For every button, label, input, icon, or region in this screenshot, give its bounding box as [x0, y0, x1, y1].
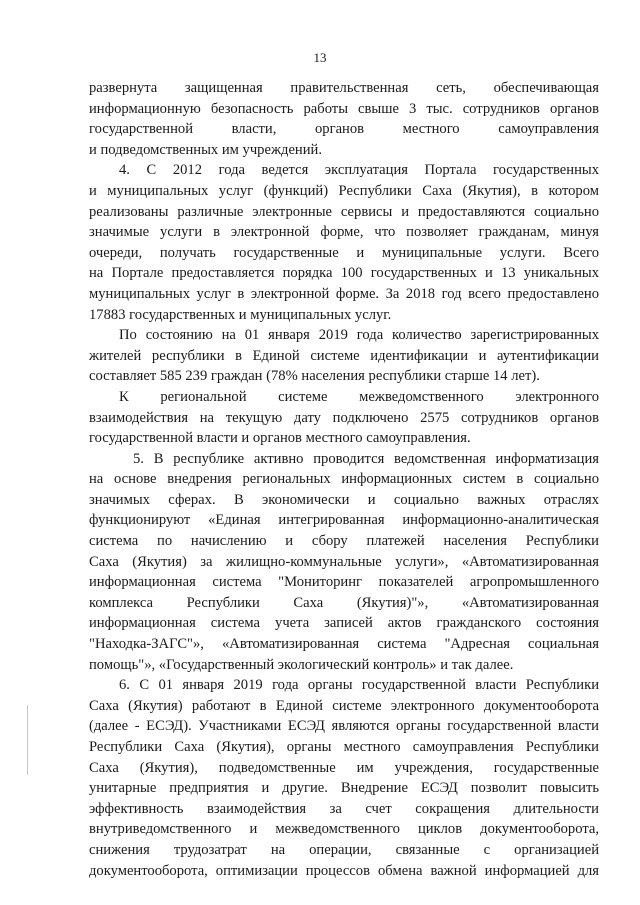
text-line: государственной власти и органов местного самоуправления.: [89, 430, 471, 447]
text-line: 6. С 01 января 2019 года органы государственной власти Республики: [119, 677, 599, 694]
text-line: значимые услуги в электронной форме, что позволяет гражданам, минуя: [89, 224, 599, 241]
text-line: снижения трудозатрат на операции, связанные с организацией: [89, 841, 599, 858]
text-line: 4. С 2012 года ведется эксплуатация Портала государственных: [119, 162, 599, 179]
text-line: эффективность взаимодействия за счет сокращения длительности: [89, 800, 599, 817]
text-line: Саха (Якутия) работают в Единой системе электронного документооборота: [89, 697, 599, 714]
text-line: реализованы различные электронные сервисы и предоставляются социально: [89, 203, 599, 220]
paragraph-p-item-4: [89, 160, 599, 325]
text-line: функционируют «Единая интегрированная информационно-аналитическая: [89, 512, 599, 529]
text-line: и муниципальных услуг (функций) Республики Саха (Якутия), в котором: [89, 182, 599, 199]
paragraph-p-continued: [89, 78, 599, 160]
text-line: развернута защищенная правительственная сеть, обеспечивающая: [89, 80, 599, 96]
text-line: (далее - ЕСЭД). Участниками ЕСЭД являются органы государственной власти: [89, 718, 599, 735]
text-line: очереди, получать государственные и муниципальные услуги. Всего: [89, 244, 599, 261]
text-line: помощь"», «Государственный экологический контроль» и так далее.: [89, 656, 514, 673]
text-line: государственной власти, органов местного самоуправления: [89, 121, 599, 138]
text-line: документооборота, оптимизации процессов обмена важной информацией для: [89, 862, 599, 879]
text-line: информационная система учета записей актов гражданского состояния: [89, 615, 599, 632]
margin-scan-mark: [27, 705, 28, 775]
text-line: Саха (Якутия) за жилищно-коммунальные услуги», «Автоматизированная: [89, 553, 599, 570]
text-line: К региональной системе межведомственного электронного: [119, 388, 599, 405]
text-line: и подведомственных им учреждений.: [89, 141, 323, 158]
text-line: составляет 585 239 граждан (78% населения республики старше 14 лет).: [89, 368, 540, 385]
text-line: информационную безопасность работы свыше 3 тыс. сотрудников органов: [89, 100, 599, 117]
text-line: муниципальных услуг в электронной форме. За 2018 год всего предоставлено: [89, 285, 599, 302]
text-line: По состоянию на 01 января 2019 года количество зарегистрированных: [119, 327, 599, 344]
page-number: 13: [313, 50, 327, 65]
text-line: значимых сферах. В экономически и социально важных отраслях: [89, 491, 599, 508]
text-line: комплекса Республики Саха (Якутия)"», «Автоматизированная: [89, 594, 599, 611]
paragraph-p-regional: [89, 387, 599, 449]
document-body: [89, 78, 599, 881]
text-line: Саха (Якутия), подведомственные им учреждения, государственные: [89, 759, 599, 776]
paragraph-p-registered: [89, 325, 599, 387]
text-line: Республики Саха (Якутия), органы местного самоуправления Республики: [89, 739, 599, 755]
text-line: жителей республики в Единой системе идентификации и аутентификации: [89, 347, 599, 364]
text-line: внутриведомственного и межведомственного циклов документооборота,: [89, 821, 599, 838]
text-line: на Портале предоставляется порядка 100 государственных и 13 уникальных: [89, 265, 599, 282]
paragraph-p-item-6: [89, 675, 599, 881]
text-line: система по начислению и сбору платежей населения Республики: [89, 533, 599, 550]
text-line: взаимодействия на текущую дату подключено 2575 сотрудников органов: [89, 409, 599, 426]
text-line: информационная система "Мониторинг показателей агропромышленного: [89, 574, 599, 591]
paragraph-p-item-5: [89, 449, 599, 676]
text-line: на основе внедрения региональных информационных систем в социально: [89, 471, 599, 488]
text-line: унитарные предприятия и другие. Внедрение ЕСЭД позволит повысить: [89, 780, 599, 797]
text-line: "Находка-ЗАГС"», «Автоматизированная система "Адресная социальная: [89, 636, 599, 653]
text-line: 17883 государственных и муниципальных услуг.: [89, 306, 392, 323]
text-line: 5. В республике активно проводится ведомственная информатизация: [133, 450, 599, 467]
